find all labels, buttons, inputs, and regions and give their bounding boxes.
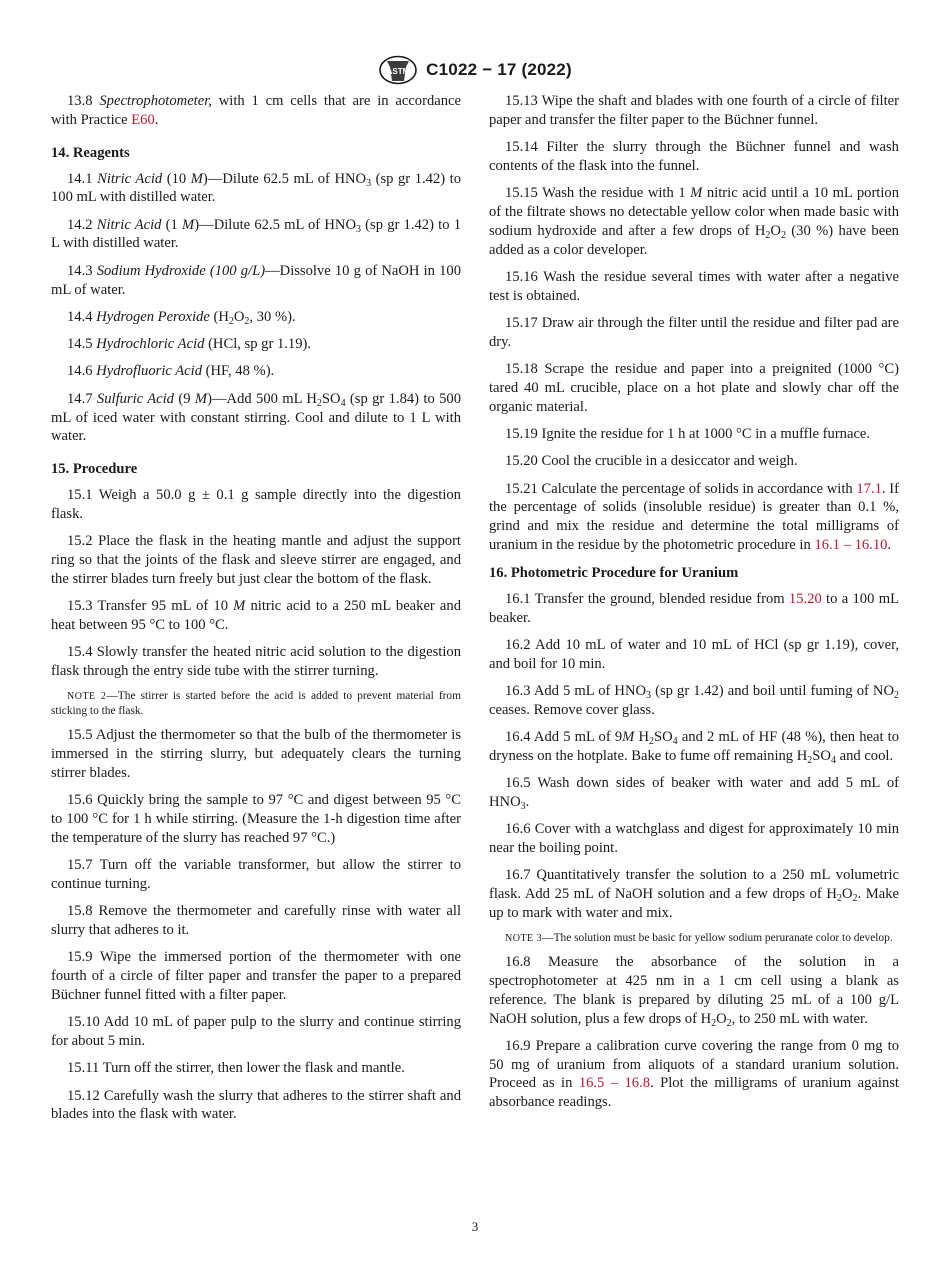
paragraph-15-15: 15.15 Wash the residue with 1 M nitric acid until a 10 mL portion of the filtrate shows no detectable yellow color when made basic with sodium hydroxide and after a few drops of $H_2O_2$ (30 %) have been added as a color developer. — [489, 185, 900, 258]
section-heading-photometric: 16. Photometric Procedure for Uranium — [489, 564, 739, 581]
paragraph-16-4: 16.4 Add 5 mL of 9M $H_2SO_4$ and 2 mL of HF (48 %), then heat to dryness on the hotplate. Bake to fume off remaining $H_2SO_4$ and cool. — [489, 729, 900, 766]
paragraph-15-10: 15.10 Add 10 mL of paper pulp to the slurry and continue stirring for about 5 min. — [51, 1014, 461, 1049]
paragraph-14-2: 14.2 Nitric Acid (1 M)—Dilute 62.5 mL of $HNO_3$ (sp gr 1.42) to 1 L with distilled water. — [51, 216, 461, 252]
paragraph-15-13: 15.13 Wipe the shaft and blades with one fourth of a circle of filter paper and transfer the filter paper to the Büchner funnel. — [489, 93, 899, 128]
paragraph-16-7: 16.7 Quantitatively transfer the solution to a 250 mL volumetric flask. Add 25 mL of NaOH solution and a few drops of $H_2O_2$. Make up to mark with water and mix. — [489, 867, 899, 921]
paragraph-15-12: 15.12 Carefully wash the slurry that adheres to the stirrer shaft and blades into the flask with water. — [51, 1087, 461, 1123]
section-heading-procedure: 15. Procedure — [51, 461, 138, 478]
paragraph-15-7: 15.7 Turn off the variable transformer, but allow the stirrer to continue turning. — [51, 857, 461, 892]
document-designation: C1022 − 17 (2022) — [426, 60, 572, 79]
paragraph-16-2: 16.2 Add 10 mL of water and 10 mL of HCl (sp gr 1.19), cover, and boil for 10 min. — [489, 636, 900, 672]
note-3: NOTE 3—The solution must be basic for yellow sodium peruranate color to develop. — [505, 932, 893, 945]
astm-logo-icon — [378, 55, 418, 85]
paragraph-15-20: 15.20 Cool the crucible in a desiccator and weigh. — [505, 453, 798, 470]
svg-text:ASTM: ASTM — [386, 67, 410, 76]
paragraph-15-17: 15.17 Draw air through the filter until the residue and filter pad are dry. — [489, 314, 900, 350]
paragraph-15-8: 15.8 Remove the thermometer and carefully rinse with water all slurry that adheres to it. — [51, 903, 461, 938]
page-number: 3 — [471, 1219, 479, 1234]
ref-link-16-5-16-8[interactable]: 16.5 – 16.8 — [578, 1075, 651, 1092]
paragraph-15-1: 15.1 Weigh a 50.0 g ± 0.1 g sample directly into the digestion flask. — [51, 487, 461, 522]
paragraph-16-5: 16.5 Wash down sides of beaker with water and add 5 mL of $HNO_3$. — [489, 775, 899, 812]
paragraph-15-11: 15.11 Turn off the stirrer, then lower the flask and mantle. — [67, 1060, 405, 1077]
paragraph-14-5: 14.5 Hydrochloric Acid (HCl, sp gr 1.19). — [67, 336, 312, 353]
paragraph-14-6: 14.6 Hydrofluoric Acid (HF, 48 %). — [67, 363, 275, 380]
paragraph-15-2: 15.2 Place the flask in the heating mantle and adjust the support ring so that the joints of the flask and sleeve stirrer are engaged, and the stirrer blades turn freely but just clear the bottom of the flask. — [51, 533, 461, 587]
page-header — [0, 54, 950, 86]
paragraph-15-16: 15.16 Wash the residue several times with water after a negative test is obtained. — [489, 268, 899, 304]
paragraph-16-8: 16.8 Measure the absorbance of the solution in a spectrophotometer at 425 nm in a 1 cm cell using a blank as reference. The blank is prepared by diluting 25 mL of a 100 g/L NaOH solution, plus a few drops of $H_2O_2$, to 250 mL with water. — [489, 954, 900, 1029]
paragraph-15-21: 15.21 Calculate the percentage of solids in accordance with 17.1. If the percentage of solids (insoluble residue) is greater than 0.1 %, grind and mix the residue and determine the total milligrams of uranium in the residue by the photometric procedure in 16.1 – 16.10. — [489, 480, 899, 553]
paragraph-15-18: 15.18 Scrape the residue and paper into a preignited (1000 °C) tared 40 mL crucible, place on a hot plate and slowly char off the organic material. — [489, 361, 899, 415]
paragraph-16-1: 16.1 Transfer the ground, blended residue from 15.20 to a 100 mL beaker. — [489, 590, 899, 626]
paragraph-15-9: 15.9 Wipe the immersed portion of the thermometer with one fourth of a circle of filter paper and transfer the paper to a prepared Büchner funnel fitted with a filter paper. — [51, 949, 461, 1003]
ref-link-17-1[interactable]: 17.1 — [856, 480, 882, 497]
right-column — [489, 92, 899, 1121]
paragraph-15-14: 15.14 Filter the slurry through the Büchner funnel and wash contents of the flask into the funnel. — [489, 139, 899, 174]
paragraph-15-4: 15.4 Slowly transfer the heated nitric acid solution to the digestion flask through the entry side tube with the stirrer turning. — [51, 644, 461, 680]
ref-link-16-1-16-10[interactable]: 16.1 – 16.10 — [814, 536, 888, 553]
paragraph-16-3: 16.3 Add 5 mL of $HNO_3$ (sp gr 1.42) and boil until fuming of $NO_2$ ceases. Remove cover glass. — [489, 682, 900, 718]
paragraph-15-6: 15.6 Quickly bring the sample to 97 °C and digest between 95 °C to 100 °C for 1 h while stirring. (Measure the 1-h digestion time after the temperature of the slurry has reached 97 °C.) — [51, 792, 461, 846]
paragraph-15-5: 15.5 Adjust the thermometer so that the bulb of the thermometer is immersed in the stirring slurry, but adequately clears the turning stirrer blades. — [51, 727, 461, 781]
paragraph-13-8: 13.8 Spectrophotometer, with 1 cm cells that are in accordance with Practice E60. — [51, 93, 461, 128]
left-column — [51, 92, 461, 1133]
paragraph-14-1: 14.1 Nitric Acid (10 M)—Dilute 62.5 mL of $HNO_3$ (sp gr 1.42) to 100 mL with distilled water. — [51, 170, 461, 206]
ref-link-15-20[interactable]: 15.20 — [788, 590, 822, 607]
paragraph-14-7: 14.7 Sulfuric Acid (9 M)—Add 500 mL $H_2SO_4$ (sp gr 1.84) to 500 mL of iced water with constant stirring. Cool and dilute to 1 L with water. — [51, 390, 462, 445]
paragraph-15-3: 15.3 Transfer 95 mL of 10 M nitric acid to a 250 mL beaker and heat between 95 °C to 100 °C. — [51, 598, 461, 633]
note-2: NOTE 2—The stirrer is started before the acid is added to prevent material from sticking to the flask. — [51, 690, 461, 718]
paragraph-15-19: 15.19 Ignite the residue for 1 h at 1000 °C in a muffle furnace. — [505, 425, 871, 442]
paragraph-16-9: 16.9 Prepare a calibration curve covering the range from 0 mg to 50 mg of uranium from aliquots of a standard uranium solution. Proceed as in 16.5 – 16.8. Plot the milligrams of uranium against absorbance readings. — [489, 1037, 899, 1111]
paragraph-14-4: 14.4 Hydrogen Peroxide ($H_2O_2$, 30 %). — [67, 308, 296, 327]
paragraph-16-6: 16.6 Cover with a watchglass and digest for approximately 10 min near the boiling point. — [489, 821, 899, 856]
section-heading-reagents: 14. Reagents — [51, 144, 130, 161]
ref-link-e60[interactable]: E60 — [131, 111, 155, 128]
paragraph-14-3: 14.3 Sodium Hydroxide (100 g/L)—Dissolve 10 g of NaOH in 100 mL of water. — [51, 262, 461, 298]
